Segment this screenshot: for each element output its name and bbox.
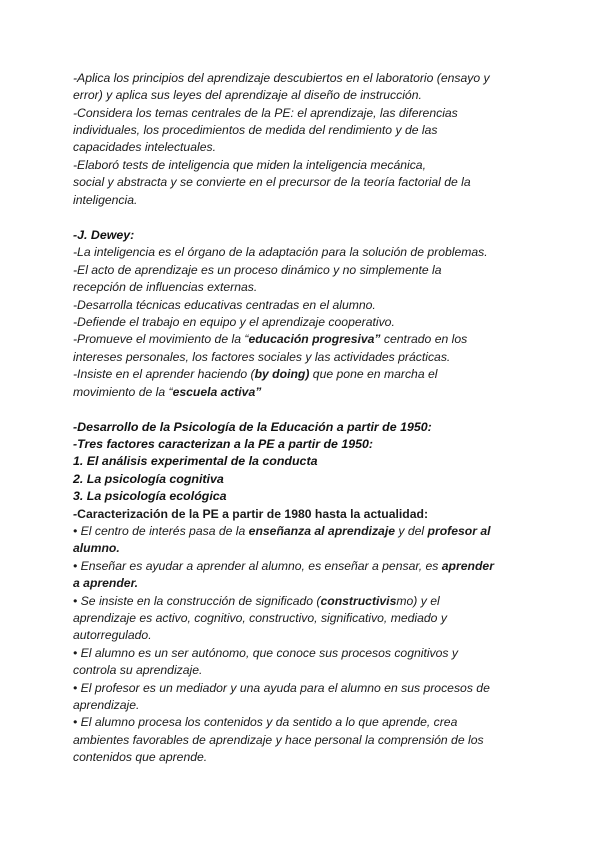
bullet-line — [73, 523, 491, 540]
text-run: -Promueve el movimiento de la “ — [73, 332, 249, 346]
text-line: -Aplica los principios del aprendizaje descubiertos en el laboratorio (ensayo y — [73, 71, 490, 85]
bullet-line: autorregulado. — [73, 628, 152, 642]
text-run: • El centro de interés pasa de la — [73, 524, 249, 538]
section-heading-1950: -Desarrollo de la Psicología de la Educación a partir de 1950: — [73, 420, 432, 434]
emphasis-text: profesor al — [427, 524, 491, 538]
bullet-line: alumno. — [73, 541, 120, 555]
bullet-line: controla su aprendizaje. — [73, 663, 203, 677]
text-line: error) y aplica sus leyes del aprendizaje al diseño de instrucción. — [73, 88, 422, 102]
text-run: y del — [394, 524, 428, 538]
text-run: • Se insiste en la construcción de significado ( — [73, 594, 321, 608]
bullet-line: • El alumno procesa los contenidos y da sentido a lo que aprende, crea — [73, 715, 458, 729]
text-line: -Defiende el trabajo en equipo y el aprendizaje cooperativo. — [73, 315, 395, 329]
bullet-line: • El profesor es un mediador y una ayuda para el alumno en sus procesos de — [73, 681, 490, 695]
text-line — [73, 331, 467, 348]
text-line: -La inteligencia es el órgano de la adaptación para la solución de problemas. — [73, 245, 488, 259]
section-heading-dewey: -J. Dewey: — [73, 228, 135, 242]
text-line — [73, 384, 261, 401]
emphasis-text: constructivis — [320, 594, 397, 608]
bullet-line — [73, 593, 440, 610]
text-run: centrado en los — [380, 332, 468, 346]
bullet-line: aprendizaje es activo, cognitivo, constructivo, significativo, mediado y — [73, 611, 447, 625]
section-heading-1980 — [73, 506, 428, 523]
text-run: - — [73, 507, 78, 521]
emphasis-text: aprender — [441, 559, 494, 573]
factor-item: 2. La psicología cognitiva — [73, 472, 224, 486]
text-run: • Enseñar es ayudar a aprender al alumno, es enseñar a pensar, es — [73, 559, 442, 573]
text-line: recepción de influencias externas. — [73, 280, 258, 294]
bullet-line: contenidos que aprende. — [73, 750, 208, 764]
text-run: movimiento de la “ — [73, 385, 173, 399]
bullet-line: a aprender. — [73, 576, 139, 590]
bullet-line — [73, 558, 494, 575]
bullet-line: ambientes favorables de aprendizaje y hace personal la comprensión de los — [73, 733, 484, 747]
text-line: social y abstracta y se convierte en el precursor de la teoría factorial de la — [73, 175, 471, 189]
emphasis-text: educación progresiva” — [248, 332, 381, 346]
text-line: -Considera los temas centrales de la PE: el aprendizaje, las diferencias — [73, 106, 458, 120]
text-line — [73, 366, 437, 383]
text-line: -El acto de aprendizaje es un proceso dinámico y no simplemente la — [73, 263, 442, 277]
emphasis-text: enseñanza al aprendizaje — [248, 524, 395, 538]
text-line: capacidades intelectuales. — [73, 140, 216, 154]
emphasis-text: Caracterización de la PE a partir de 1980 hasta la actualidad: — [77, 507, 429, 521]
emphasis-text: by doing) — [254, 367, 310, 381]
text-line: -Elaboró tests de inteligencia que miden la inteligencia mecánica, — [73, 158, 426, 172]
text-run: -Insiste en el aprender haciendo ( — [73, 367, 255, 381]
emphasis-text: escuela activa” — [172, 385, 262, 399]
text-line: -Desarrolla técnicas educativas centradas en el alumno. — [73, 298, 376, 312]
section-heading-factors: -Tres factores caracterizan a la PE a partir de 1950: — [73, 437, 374, 451]
text-run: que pone en marcha el — [309, 367, 438, 381]
text-run: mo) y el — [396, 594, 440, 608]
bullet-line: aprendizaje. — [73, 698, 140, 712]
factor-item: 3. La psicología ecológica — [73, 489, 227, 503]
text-line: intereses personales, los factores sociales y las actividades prácticas. — [73, 350, 451, 364]
text-line: individuales, los procedimientos de medida del rendimiento y de las — [73, 123, 438, 137]
factor-item: 1. El análisis experimental de la conducta — [73, 454, 318, 468]
text-line: inteligencia. — [73, 193, 138, 207]
bullet-line: • El alumno es un ser autónomo, que conoce sus procesos cognitivos y — [73, 646, 459, 660]
